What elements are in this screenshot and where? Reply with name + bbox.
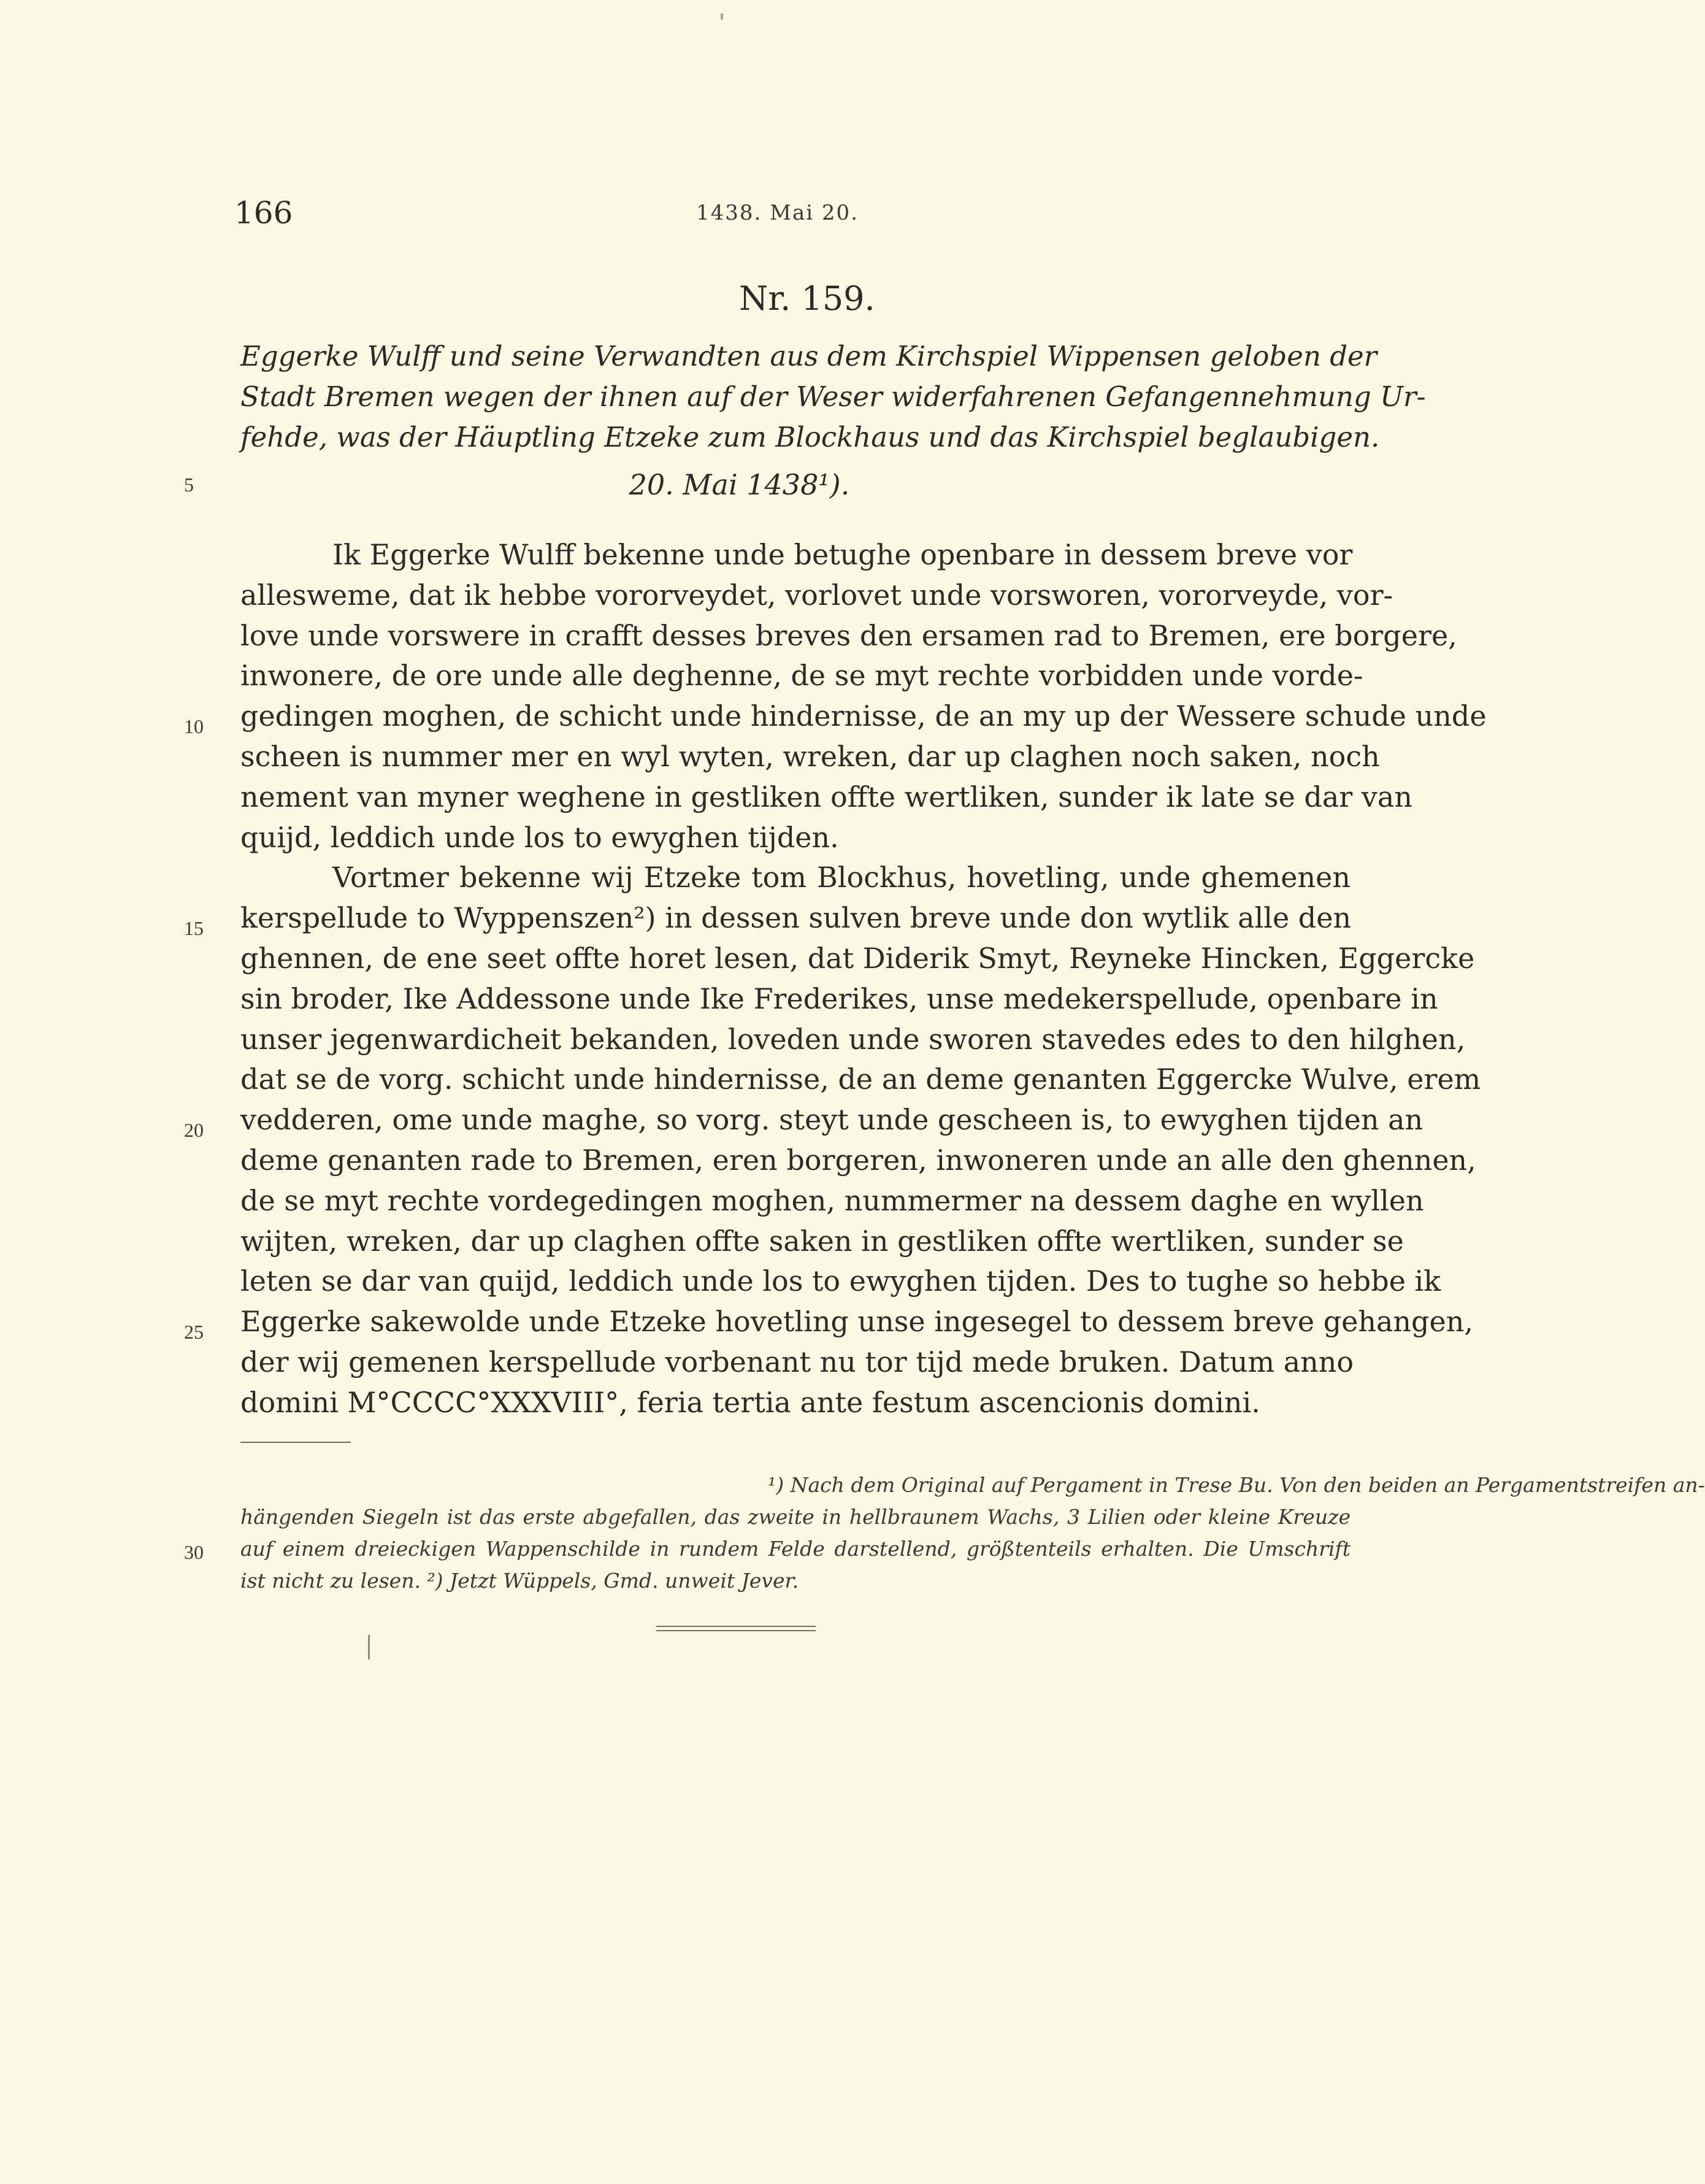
body-line: domini M°CCCC°XXXVIII°, feria tertia ante festum ascencionis domini. — [240, 1385, 1260, 1419]
body-line: dat se de vorg. schicht unde hindernisse, de an deme genanten Eggercke Wulve, erem — [240, 1063, 1481, 1096]
body-line: deme genanten rade to Bremen, eren borgeren, inwoneren unde an alle den ghennen, — [240, 1143, 1476, 1177]
scan-speck — [721, 13, 723, 20]
body-line: love unde vorswere in crafft desses breves den ersamen rad to Bremen, ere borgere, — [240, 618, 1457, 652]
line-number: 25 — [184, 1321, 204, 1343]
body-line: scheen is nummer mer en wyl wyten, wreken, dar up claghen noch saken, noch — [240, 739, 1380, 773]
line-number: 15 — [184, 917, 204, 939]
footnotes — [240, 1469, 1705, 1597]
body-line: der wij gemenen kerspellude vorbenant nu tor tijd mede bruken. Datum anno — [240, 1345, 1354, 1378]
line-number: 30 — [184, 1541, 204, 1563]
body-line: nement van myner weghene in gestliken offte wertliken, sunder ik late se dar van — [240, 780, 1412, 813]
running-header-date: 1438. Mai 20. — [696, 201, 859, 225]
document-dateline: 20. Mai 1438¹). — [629, 468, 850, 501]
body-line: leten se dar van quijd, leddich unde los to ewyghen tijden. Des to tughe so hebbe ik — [240, 1264, 1441, 1298]
end-double-rule — [656, 1626, 816, 1634]
body-line: allesweme, dat ik hebbe vororveydet, vorlovet unde vorsworen, vororveyde, vor- — [240, 578, 1393, 612]
document-summary — [240, 336, 1426, 458]
body-line: Vortmer bekenne wij Etzeke tom Blockhus, hovetling, unde ghemenen — [332, 861, 1351, 894]
body-line: kerspellude to Wyppenszen²) in dessen sulven breve unde don wytlik alle den — [240, 901, 1352, 935]
body-line: Eggerke sakewolde unde Etzeke hovetling unse ingesegel to dessem breve gehangen, — [240, 1305, 1473, 1339]
body-line: sin broder, Ike Addessone unde Ike Frederikes, unse medekerspellude, openbare in — [240, 982, 1438, 1015]
line-number: 10 — [184, 715, 204, 737]
footnote-separator — [240, 1442, 351, 1443]
body-line: wijten, wreken, dar up claghen offte saken in gestliken offte wertliken, sunder se — [240, 1224, 1404, 1258]
footnote-line: hängenden Siegeln ist das erste abgefallen, das zweite in hellbraunem Wachs, 3 Lilien oder kleine Kreuze — [240, 1505, 1351, 1529]
scan-speck — [368, 1635, 370, 1659]
document-number: Nr. 159. — [739, 279, 875, 318]
body-line: Ik Eggerke Wulff bekenne unde betughe openbare in dessem breve vor — [332, 538, 1353, 571]
body-line: quijd, leddich unde los to ewyghen tijden. — [240, 820, 839, 854]
summary-line: Stadt Bremen wegen der ihnen auf der Weser widerfahrenen Gefangennehmung Ur- — [240, 380, 1426, 413]
summary-line: fehde, was der Häuptling Etzeke zum Blockhaus und das Kirchspiel beglaubigen. — [240, 421, 1380, 453]
body-line: vedderen, ome unde maghe, so vorg. steyt unde gescheen is, to ewyghen tijden an — [240, 1103, 1423, 1137]
footnote-line: ¹) Nach dem Original auf Pergament in Trese Bu. Von den beiden an Pergamentstreifen an- — [768, 1473, 1705, 1497]
footnote-line: auf einem dreieckigen Wappenschilde in rundem Felde darstellend, größtenteils erhalten. Die Umschrift — [240, 1537, 1351, 1561]
page-number: 166 — [234, 195, 293, 231]
body-line: gedingen moghen, de schicht unde hindernisse, de an my up der Wessere schude unde — [240, 699, 1487, 733]
document-body — [240, 535, 1487, 1423]
body-line: inwonere, de ore unde alle deghenne, de se myt rechte vorbidden unde vorde- — [240, 659, 1363, 693]
body-line: ghennen, de ene seet offte horet lesen, dat Diderik Smyt, Reyneke Hincken, Eggercke — [240, 941, 1475, 975]
summary-line: Eggerke Wulff und seine Verwandten aus dem Kirchspiel Wippensen geloben der — [240, 340, 1377, 372]
body-line: unser jegenwardicheit bekanden, loveden unde sworen stavedes edes to den hilghen, — [240, 1022, 1466, 1056]
line-number: 5 — [184, 474, 194, 496]
footnote-line: ist nicht zu lesen. ²) Jetzt Wüppels, Gmd. unweit Jever. — [240, 1569, 799, 1593]
line-number: 20 — [184, 1119, 204, 1141]
body-line: de se myt rechte vordegedingen moghen, nummermer na dessem daghe en wyllen — [240, 1183, 1424, 1217]
